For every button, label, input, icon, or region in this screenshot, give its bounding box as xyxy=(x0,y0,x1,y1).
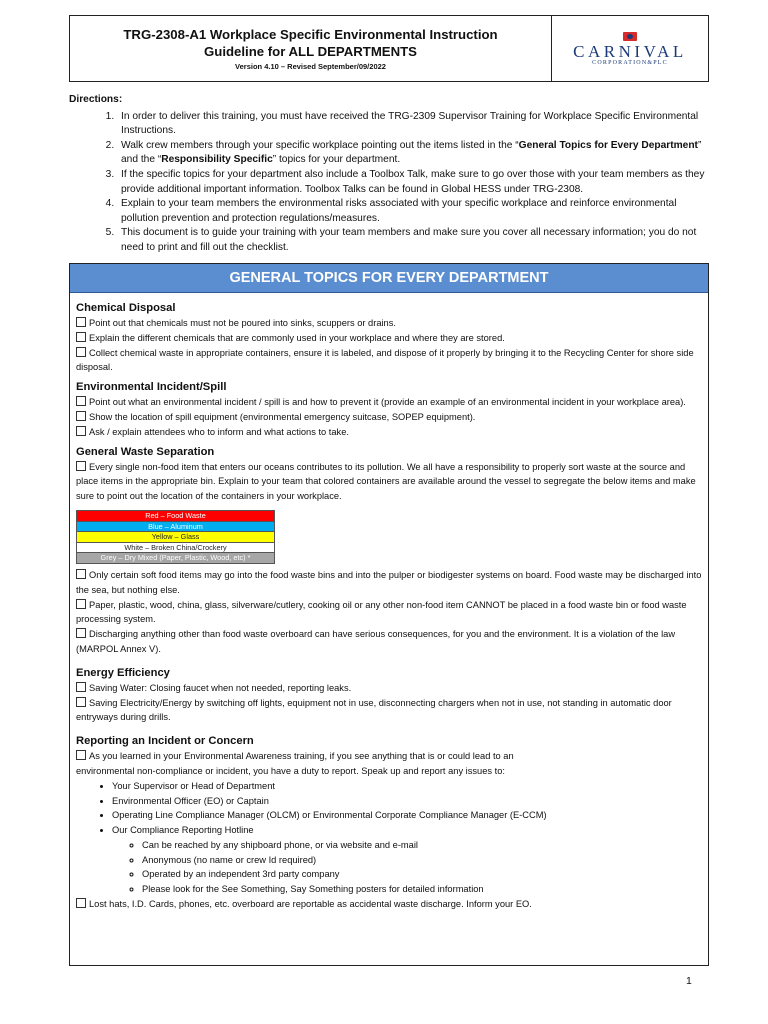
header-title-cell xyxy=(70,16,552,81)
hotline-details-list xyxy=(112,838,702,897)
direction-item: 2. Walk crew members through your specific workplace pointing out the items listed in the “General Topics for Every Department” and the “Responsibility Specific” topics for your department. xyxy=(117,139,709,168)
checkbox-icon[interactable] xyxy=(76,347,86,357)
checkbox-icon[interactable] xyxy=(76,426,86,436)
direction-item: 3. If the specific topics for your department also include a Toolbox Talk, make sure to go over those with your team members as they provide additional important information. Toolbox Talks can be found in Global HESS under TRG-2308. xyxy=(117,168,709,197)
checklist-item: As you learned in your Environmental Awareness training, if you see anything that is or could lead to an environmental non-compliance or incident, you have a duty to report. Speak up and report any issues to: xyxy=(76,751,514,776)
list-item: ◦ Please look for the See Something, Say Something posters for detailed information xyxy=(142,882,702,897)
checkbox-icon[interactable] xyxy=(76,697,86,707)
checkbox-icon[interactable] xyxy=(76,317,86,327)
general-topics-box xyxy=(69,263,709,966)
page-number: 1 xyxy=(686,975,692,987)
logo-subtitle: CORPORATION&PLC xyxy=(592,59,668,66)
checklist-item: Saving Electricity/Energy by switching off lights, equipment not in use, disconnecting chargers when not in use, not standing in automatic door entryways during drills. xyxy=(76,697,672,723)
list-item: • Our Compliance Reporting Hotline ◦ Can be reached by any shipboard phone, or via website and e-mail ◦ Anonymous (no name or crew Id required) ◦ Operated by an independent 3rd party company ◦ Please look for the See Something, Say Something posters for detailed information xyxy=(112,823,702,897)
checklist-item: Ask / explain attendees who to inform and what actions to take. xyxy=(76,425,702,440)
energy-efficiency-heading: Energy Efficiency xyxy=(76,666,170,679)
header-box xyxy=(69,15,709,82)
checkbox-icon[interactable] xyxy=(76,332,86,342)
direction-item: 5. This document is to guide your training with your team members and make sure you cover all necessary information; you do not need to print and fill out the checklist. xyxy=(117,226,709,255)
directions-list xyxy=(69,110,709,256)
checkbox-icon[interactable] xyxy=(76,411,86,421)
company-logo xyxy=(552,16,708,81)
bin-blue-cell: Blue – Aluminum xyxy=(77,521,275,532)
list-item: ◦ Anonymous (no name or crew Id required) xyxy=(142,853,702,868)
checklist-item: Every single non-food item that enters our oceans contributes to its pollution. We all have a responsibility to properly sort waste at the source and place items in the appropriate bin. Explain to your team that colored containers are available around the vessel to segregate the below items and make sure to point out the location of the containers in your workplace. xyxy=(76,461,696,502)
list-item: • Operating Line Compliance Manager (OLCM) or Environmental Corporate Compliance Manager (E-CCM) xyxy=(112,808,702,823)
checklist-item: Paper, plastic, wood, china, glass, silverware/cutlery, cooking oil or any other non-food item CANNOT be placed in a food waste bin or food waste processing system. xyxy=(76,599,687,625)
list-item: ◦ Operated by an independent 3rd party company xyxy=(142,867,702,882)
document-title-line1: TRG-2308-A1 Workplace Specific Environmental Instruction xyxy=(123,27,498,42)
logo-wordmark: CARNIVAL xyxy=(573,41,687,61)
checkbox-icon[interactable] xyxy=(76,461,86,471)
checklist-item: Saving Water: Closing faucet when not needed, reporting leaks. xyxy=(76,681,702,696)
checkbox-icon[interactable] xyxy=(76,628,86,638)
checklist-item: Only certain soft food items may go into the food waste bins and into the pulper or biodigester systems on board. Food waste may be discharged into the sea, but nothing else. xyxy=(76,569,702,595)
direction-item: 1. In order to deliver this training, you must have received the TRG-2309 Supervisor Training for Workplace Specific Environmental Instructions. xyxy=(117,110,709,139)
section-banner: GENERAL TOPICS FOR EVERY DEPARTMENT xyxy=(70,264,708,293)
checkbox-icon[interactable] xyxy=(76,599,86,609)
direction-item: 4. Explain to your team members the environmental risks associated with your specific workplace and reinforce environmental pollution prevention and protection regulations/measures. xyxy=(117,197,709,226)
bin-white-cell: White – Broken China/Crockery xyxy=(77,542,275,553)
reporting-heading: Reporting an Incident or Concern xyxy=(76,735,254,748)
checklist-item: Lost hats, I.D. Cards, phones, etc. overboard are reportable as accidental waste discharge. Inform your EO. xyxy=(76,897,702,912)
directions-title: Directions: xyxy=(69,94,123,105)
checkbox-icon[interactable] xyxy=(76,898,86,908)
report-to-list xyxy=(76,779,702,897)
general-topics-content xyxy=(70,293,708,912)
waste-bin-color-table xyxy=(76,510,275,564)
chemical-disposal-heading: Chemical Disposal xyxy=(76,302,176,314)
checklist-item: Collect chemical waste in appropriate containers, ensure it is labeled, and dispose of it properly by bringing it to the Recycling Center for shore side disposal. xyxy=(76,347,694,373)
list-item: • Environmental Officer (EO) or Captain xyxy=(112,794,702,809)
environmental-incident-heading: Environmental Incident/Spill xyxy=(76,381,227,394)
list-item: ◦ Can be reached by any shipboard phone, or via website and e-mail xyxy=(142,838,702,853)
checklist-item: Explain the different chemicals that are commonly used in your workplace and where they are stored. xyxy=(76,331,702,346)
bin-red-cell: Red – Food Waste xyxy=(77,510,275,521)
list-item: • Your Supervisor or Head of Department xyxy=(112,779,702,794)
checklist-item: Point out that chemicals must not be poured into sinks, scuppers or drains. xyxy=(76,316,702,331)
checkbox-icon[interactable] xyxy=(76,569,86,579)
directions-section xyxy=(69,93,709,256)
checkbox-icon[interactable] xyxy=(76,396,86,406)
checklist-item: Discharging anything other than food waste overboard can have serious consequences, for you and the environment. It is a violation of the law (MARPOL Annex V). xyxy=(76,629,676,654)
waste-separation-heading: General Waste Separation xyxy=(76,445,215,458)
bin-grey-cell: Grey – Dry Mixed (Paper, Plastic, Wood, etc) * xyxy=(77,553,275,564)
document-version: Version 4.10 – Revised September/09/2022 xyxy=(235,62,386,71)
document-title-line2: Guideline for ALL DEPARTMENTS xyxy=(204,44,417,59)
checkbox-icon[interactable] xyxy=(76,750,86,760)
checkbox-icon[interactable] xyxy=(76,682,86,692)
bin-yellow-cell: Yellow – Glass xyxy=(77,532,275,543)
checklist-item: Show the location of spill equipment (environmental emergency suitcase, SOPEP equipment). xyxy=(76,410,702,425)
funnel-flag-icon xyxy=(623,32,637,41)
checklist-item: Point out what an environmental incident / spill is and how to prevent it (provide an example of an environmental incident in your workplace area). xyxy=(76,395,702,410)
